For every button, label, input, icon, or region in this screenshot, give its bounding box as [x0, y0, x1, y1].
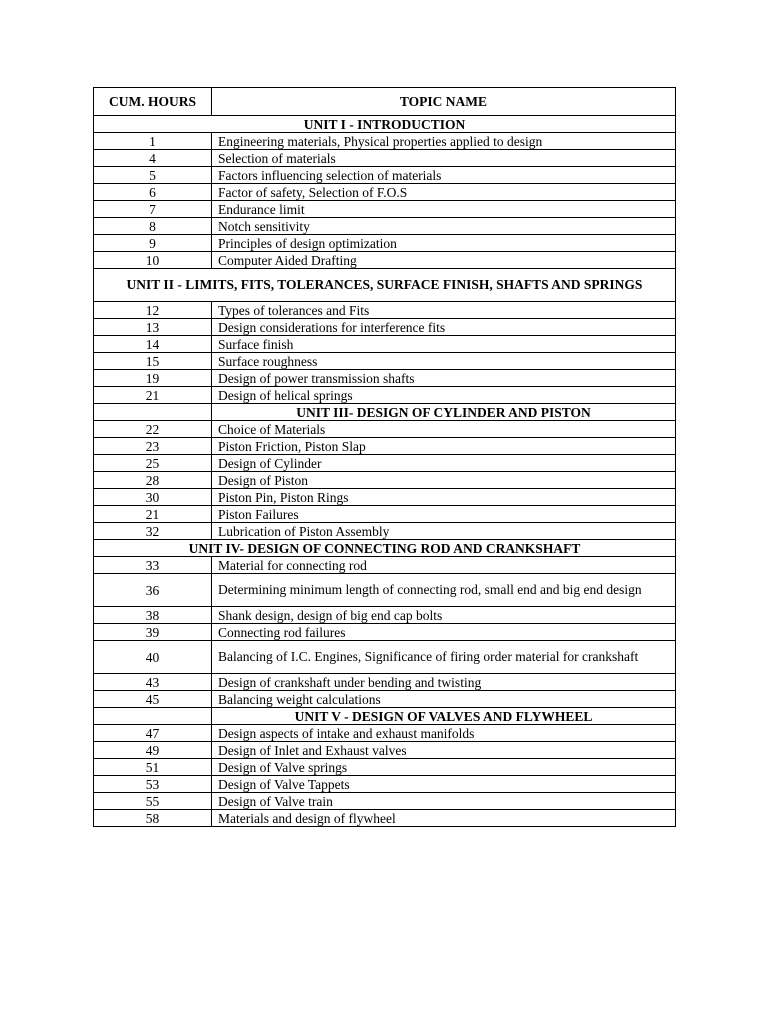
unit-heading: UNIT III- DESIGN OF CYLINDER AND PISTON [212, 404, 676, 421]
cum-hours-cell: 21 [94, 506, 212, 523]
cum-hours-cell: 7 [94, 201, 212, 218]
table-row [94, 353, 676, 370]
topic-name-cell: Piston Friction, Piston Slap [212, 438, 676, 455]
cum-hours-cell: 43 [94, 674, 212, 691]
cum-hours-cell: 15 [94, 353, 212, 370]
cum-hours-cell: 5 [94, 167, 212, 184]
cum-hours-cell: 55 [94, 793, 212, 810]
topic-name-cell: Computer Aided Drafting [212, 252, 676, 269]
table-header-row [94, 88, 676, 116]
topic-name-cell: Design of Piston [212, 472, 676, 489]
cum-hours-cell: 22 [94, 421, 212, 438]
unit-heading-row [94, 269, 676, 302]
table-row [94, 607, 676, 624]
topic-name-cell: Surface roughness [212, 353, 676, 370]
unit-heading-spacer [94, 708, 212, 725]
cum-hours-cell: 40 [94, 641, 212, 674]
table-row [94, 793, 676, 810]
table-row [94, 506, 676, 523]
table-row [94, 742, 676, 759]
unit-heading-row [94, 708, 676, 725]
table-row [94, 472, 676, 489]
table-row [94, 167, 676, 184]
table-row [94, 691, 676, 708]
cum-hours-cell: 23 [94, 438, 212, 455]
unit-heading: UNIT II - LIMITS, FITS, TOLERANCES, SURFACE FINISH, SHAFTS AND SPRINGS [94, 269, 676, 302]
topic-name-cell: Principles of design optimization [212, 235, 676, 252]
header-cum-hours: CUM. HOURS [94, 88, 212, 116]
cum-hours-cell: 38 [94, 607, 212, 624]
unit-heading-row [94, 404, 676, 421]
table-row [94, 252, 676, 269]
topic-name-cell: Design of crankshaft under bending and twisting [212, 674, 676, 691]
cum-hours-cell: 12 [94, 302, 212, 319]
table-row [94, 370, 676, 387]
table-row [94, 218, 676, 235]
topic-name-cell: Material for connecting rod [212, 557, 676, 574]
header-topic-name: TOPIC NAME [212, 88, 676, 116]
table-row [94, 523, 676, 540]
topic-name-cell: Design of Valve train [212, 793, 676, 810]
topic-name-cell: Surface finish [212, 336, 676, 353]
table-row [94, 235, 676, 252]
syllabus-sheet [93, 87, 675, 827]
topic-name-cell: Choice of Materials [212, 421, 676, 438]
table-row [94, 302, 676, 319]
topic-name-cell: Design of Cylinder [212, 455, 676, 472]
topic-name-cell: Design considerations for interference fits [212, 319, 676, 336]
cum-hours-cell: 58 [94, 810, 212, 827]
cum-hours-cell: 1 [94, 133, 212, 150]
table-row [94, 759, 676, 776]
table-row [94, 624, 676, 641]
table-row [94, 201, 676, 218]
table-row [94, 725, 676, 742]
cum-hours-cell: 6 [94, 184, 212, 201]
topic-name-cell: Factors influencing selection of materials [212, 167, 676, 184]
table-row [94, 421, 676, 438]
topic-name-cell: Engineering materials, Physical properties applied to design [212, 133, 676, 150]
topic-name-cell: Balancing weight calculations [212, 691, 676, 708]
topic-name-cell: Design of Valve springs [212, 759, 676, 776]
topic-name-cell: Notch sensitivity [212, 218, 676, 235]
topic-name-cell: Materials and design of flywheel [212, 810, 676, 827]
unit-heading-row [94, 540, 676, 557]
topic-name-cell: Balancing of I.C. Engines, Significance of firing order material for crankshaft [212, 641, 676, 674]
cum-hours-cell: 32 [94, 523, 212, 540]
table-row [94, 557, 676, 574]
syllabus-table [93, 87, 676, 827]
topic-name-cell: Design aspects of intake and exhaust manifolds [212, 725, 676, 742]
topic-name-cell: Endurance limit [212, 201, 676, 218]
table-row [94, 776, 676, 793]
table-row [94, 455, 676, 472]
cum-hours-cell: 51 [94, 759, 212, 776]
table-row [94, 184, 676, 201]
cum-hours-cell: 36 [94, 574, 212, 607]
unit-heading-row [94, 116, 676, 133]
topic-name-cell: Design of Valve Tappets [212, 776, 676, 793]
cum-hours-cell: 33 [94, 557, 212, 574]
unit-heading: UNIT I - INTRODUCTION [94, 116, 676, 133]
cum-hours-cell: 14 [94, 336, 212, 353]
cum-hours-cell: 13 [94, 319, 212, 336]
table-row [94, 641, 676, 674]
cum-hours-cell: 39 [94, 624, 212, 641]
cum-hours-cell: 10 [94, 252, 212, 269]
table-row [94, 319, 676, 336]
table-row [94, 574, 676, 607]
cum-hours-cell: 8 [94, 218, 212, 235]
table-row [94, 336, 676, 353]
cum-hours-cell: 25 [94, 455, 212, 472]
cum-hours-cell: 28 [94, 472, 212, 489]
table-row [94, 150, 676, 167]
table-row [94, 489, 676, 506]
topic-name-cell: Connecting rod failures [212, 624, 676, 641]
topic-name-cell: Shank design, design of big end cap bolts [212, 607, 676, 624]
cum-hours-cell: 53 [94, 776, 212, 793]
cum-hours-cell: 19 [94, 370, 212, 387]
cum-hours-cell: 4 [94, 150, 212, 167]
unit-heading: UNIT V - DESIGN OF VALVES AND FLYWHEEL [212, 708, 676, 725]
topic-name-cell: Factor of safety, Selection of F.O.S [212, 184, 676, 201]
table-row [94, 438, 676, 455]
cum-hours-cell: 47 [94, 725, 212, 742]
topic-name-cell: Selection of materials [212, 150, 676, 167]
cum-hours-cell: 9 [94, 235, 212, 252]
topic-name-cell: Lubrication of Piston Assembly [212, 523, 676, 540]
topic-name-cell: Piston Pin, Piston Rings [212, 489, 676, 506]
cum-hours-cell: 21 [94, 387, 212, 404]
topic-name-cell: Design of helical springs [212, 387, 676, 404]
table-row [94, 133, 676, 150]
table-row [94, 810, 676, 827]
table-row [94, 674, 676, 691]
topic-name-cell: Types of tolerances and Fits [212, 302, 676, 319]
topic-name-cell: Design of Inlet and Exhaust valves [212, 742, 676, 759]
cum-hours-cell: 30 [94, 489, 212, 506]
unit-heading-spacer [94, 404, 212, 421]
unit-heading: UNIT IV- DESIGN OF CONNECTING ROD AND CRANKSHAFT [94, 540, 676, 557]
topic-name-cell: Design of power transmission shafts [212, 370, 676, 387]
cum-hours-cell: 45 [94, 691, 212, 708]
table-row [94, 387, 676, 404]
topic-name-cell: Piston Failures [212, 506, 676, 523]
topic-name-cell: Determining minimum length of connecting rod, small end and big end design [212, 574, 676, 607]
cum-hours-cell: 49 [94, 742, 212, 759]
table-body [94, 116, 676, 827]
